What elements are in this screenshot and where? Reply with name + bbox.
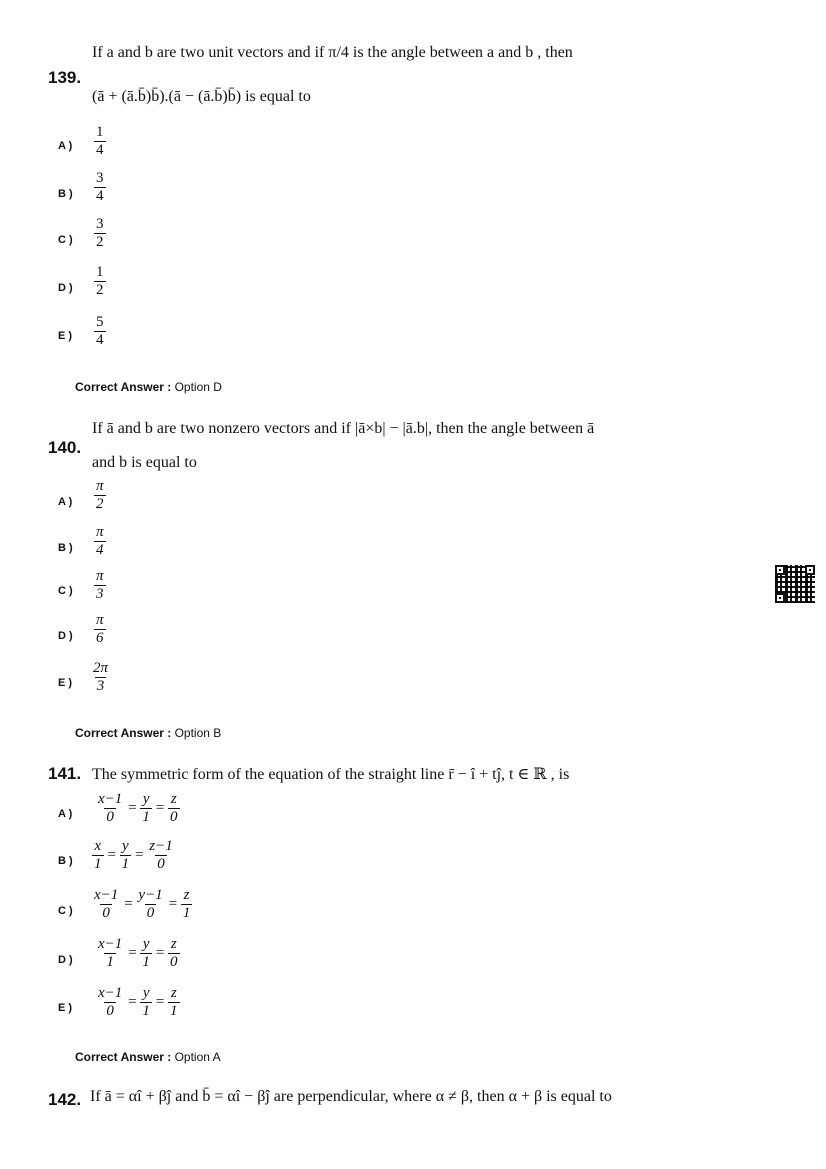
question-stem-line2: and b is equal to <box>92 454 197 471</box>
option-value[interactable]: $\frac{x-1}{0}$ = $\frac{y}{1}$ = $\frac{z}{1}$ <box>98 985 178 1020</box>
option-label: A ) <box>58 496 73 508</box>
option-value[interactable]: $\frac{1}{2}$ <box>96 264 104 299</box>
option-value[interactable]: $\frac{x-1}{0}$ = $\frac{y}{1}$ = $\frac{z}{0}$ <box>98 791 178 826</box>
qr-code-icon <box>775 565 815 603</box>
option-value[interactable]: $\frac{1}{4}$ <box>96 124 104 159</box>
option-value[interactable]: $\frac{\pi}{2}$ <box>96 478 104 513</box>
question-number: 142. <box>48 1090 82 1109</box>
option-label: C ) <box>58 234 73 246</box>
question-number: 140. <box>48 438 82 457</box>
option-label: A ) <box>58 140 73 152</box>
option-label: B ) <box>58 542 73 554</box>
option-label: B ) <box>58 188 73 200</box>
question-stem: If ā = αî + βĵ and b̄ = αî − βĵ are perpendicular, where α ≠ β, then α + β is equal to <box>90 1088 612 1105</box>
question-stem-line2: (ā + (ā.b̄)b̄).(ā − (ā.b̄)b̄) is equal to <box>92 88 311 105</box>
option-label: C ) <box>58 905 73 917</box>
option-label: B ) <box>58 855 73 867</box>
option-value[interactable]: $\frac{5}{4}$ <box>96 314 104 349</box>
question-stem: The symmetric form of the equation of the straight line r̄ − î + tĵ, t ∈ ℝ , is <box>92 766 570 783</box>
option-label: D ) <box>58 282 73 294</box>
option-value[interactable]: $\frac{x-1}{1}$ = $\frac{y}{1}$ = $\frac{z}{0}$ <box>98 936 178 971</box>
option-value[interactable]: $\frac{x-1}{0}$ = $\frac{y-1}{0}$ = $\frac{z}{1}$ <box>94 887 191 922</box>
question-stem: If a and b are two unit vectors and if π/4 is the angle between a and b , then <box>92 44 573 61</box>
option-label: E ) <box>58 330 73 342</box>
correct-answer: Correct Answer : Option A <box>75 1050 221 1064</box>
option-label: C ) <box>58 585 73 597</box>
correct-answer: Correct Answer : Option D <box>75 380 222 394</box>
option-label: E ) <box>58 1002 73 1014</box>
option-value[interactable]: $\frac{3}{4}$ <box>96 170 104 205</box>
option-value[interactable]: $\frac{3}{2}$ <box>96 216 104 251</box>
question-number: 139. <box>48 68 82 87</box>
option-value[interactable]: $\frac{2\pi}{3}$ <box>93 660 109 695</box>
option-value[interactable]: $\frac{x}{1}$ = $\frac{y}{1}$ = $\frac{z-1}{0}$ <box>94 838 173 873</box>
question-number: 141. <box>48 764 82 783</box>
option-label: D ) <box>58 630 73 642</box>
correct-answer: Correct Answer : Option B <box>75 726 222 740</box>
option-value[interactable]: $\frac{\pi}{3}$ <box>96 568 104 603</box>
option-label: E ) <box>58 677 73 689</box>
question-stem: If ā and b are two nonzero vectors and if |ā×b| − |ā.b|, then the angle between ā <box>92 420 595 437</box>
option-label: D ) <box>58 954 73 966</box>
option-value[interactable]: $\frac{\pi}{6}$ <box>96 612 104 647</box>
option-label: A ) <box>58 808 73 820</box>
option-value[interactable]: $\frac{\pi}{4}$ <box>96 524 104 559</box>
